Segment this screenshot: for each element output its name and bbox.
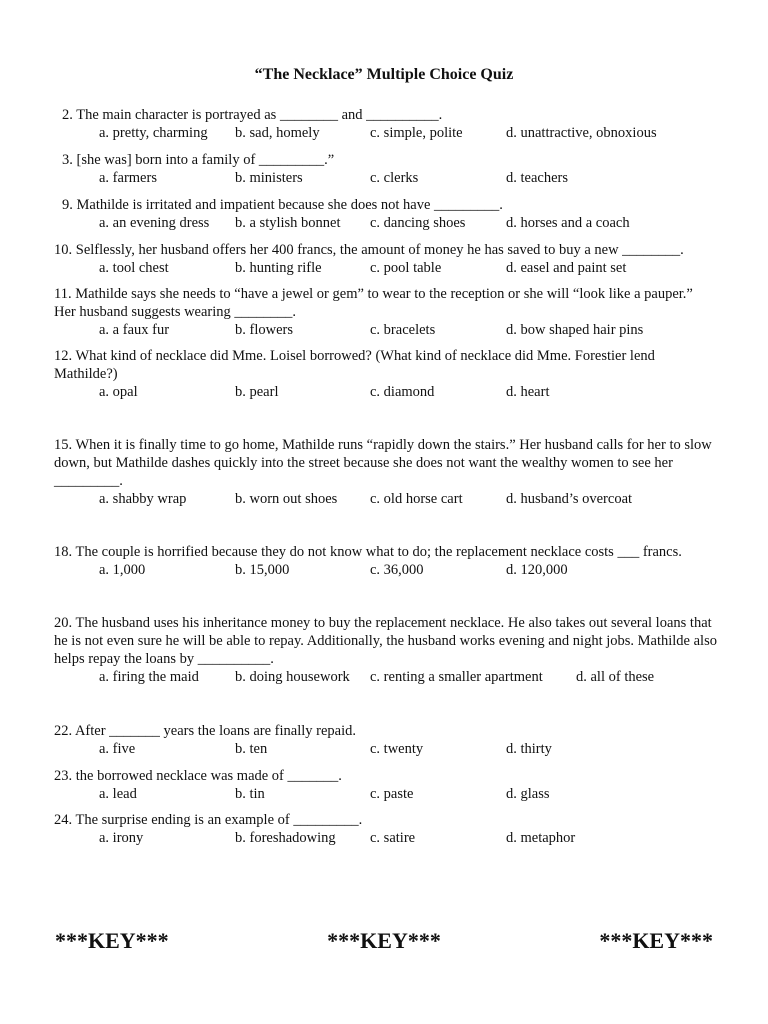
question-stem: 12. What kind of necklace did Mme. Loisel borrowed? (What kind of necklace did Mme. Forestier lend Mathilde?) <box>54 348 655 382</box>
option-b: b. 15,000 <box>235 562 290 578</box>
answer-options <box>54 668 718 686</box>
option-a: a. an evening dress <box>99 215 210 231</box>
option-d: d. 120,000 <box>506 562 568 578</box>
question-9 <box>54 196 718 232</box>
option-a: a. shabby wrap <box>99 491 187 507</box>
question-2 <box>54 106 718 142</box>
question-stem: 3. [she was] born into a family of _________.” <box>62 152 335 168</box>
answer-key-marker-left: ***KEY*** <box>55 928 169 953</box>
answer-options <box>54 124 718 142</box>
option-d: d. heart <box>506 384 550 400</box>
answer-options <box>54 740 718 758</box>
option-b: b. a stylish bonnet <box>235 215 341 231</box>
option-c: c. simple, polite <box>370 125 463 141</box>
option-d: d. all of these <box>576 669 655 685</box>
question-18 <box>54 543 718 579</box>
question-stem: 18. The couple is horrified because they do not know what to do; the replacement necklace costs ___ francs. <box>54 544 682 560</box>
option-c: c. diamond <box>370 384 435 400</box>
question-stem: 24. The surprise ending is an example of _________. <box>54 812 363 828</box>
option-b: b. ministers <box>235 170 303 186</box>
option-c: c. clerks <box>370 170 419 186</box>
question-3 <box>54 151 718 187</box>
question-24 <box>54 811 718 847</box>
option-c: c. satire <box>370 830 416 846</box>
answer-options <box>54 490 718 508</box>
option-a: a. pretty, charming <box>99 125 208 141</box>
option-d: d. bow shaped hair pins <box>506 322 644 338</box>
option-b: b. flowers <box>235 322 293 338</box>
option-a: a. 1,000 <box>99 562 146 578</box>
option-b: b. sad, homely <box>235 125 320 141</box>
option-a: a. lead <box>99 786 137 802</box>
answer-key-marker-center: ***KEY*** <box>327 928 441 953</box>
option-c: c. dancing shoes <box>370 215 466 231</box>
option-d: d. easel and paint set <box>506 260 627 276</box>
option-a: a. a faux fur <box>99 322 170 338</box>
question-stem: 15. When it is finally time to go home, Mathilde runs “rapidly down the stairs.” Her husband calls for her to slow down, but Mathilde dashes quickly into the street because she does not want the wealthy women to see her _________. <box>54 437 712 489</box>
question-11 <box>54 285 718 339</box>
option-d: d. teachers <box>506 170 568 186</box>
answer-options <box>54 321 718 339</box>
option-a: a. five <box>99 741 136 757</box>
option-b: b. hunting rifle <box>235 260 322 276</box>
option-b: b. doing housework <box>235 669 350 685</box>
option-c: c. twenty <box>370 741 424 757</box>
option-d: d. thirty <box>506 741 552 757</box>
option-a: a. tool chest <box>99 260 169 276</box>
answer-options <box>54 829 718 847</box>
option-d: d. metaphor <box>506 830 576 846</box>
question-stem: 9. Mathilde is irritated and impatient because she does not have _________. <box>62 197 503 213</box>
answer-options <box>54 169 718 187</box>
option-d: d. horses and a coach <box>506 215 630 231</box>
answer-options <box>54 259 718 277</box>
question-stem: 2. The main character is portrayed as ________ and __________. <box>62 107 443 123</box>
option-b: b. worn out shoes <box>235 491 338 507</box>
question-22 <box>54 722 718 758</box>
question-stem: 11. Mathilde says she needs to “have a jewel or gem” to wear to the reception or she will “look like a pauper.” Her husband suggests wearing ________. <box>54 286 693 320</box>
option-d: d. husband’s overcoat <box>506 491 633 507</box>
answer-key-marker-right: ***KEY*** <box>599 928 713 953</box>
option-b: b. pearl <box>235 384 279 400</box>
option-c: c. old horse cart <box>370 491 463 507</box>
option-c: c. renting a smaller apartment <box>370 669 543 685</box>
option-d: d. glass <box>506 786 550 802</box>
option-c: c. paste <box>370 786 414 802</box>
question-23 <box>54 767 718 803</box>
option-b: b. foreshadowing <box>235 830 336 846</box>
option-a: a. farmers <box>99 170 157 186</box>
question-stem: 20. The husband uses his inheritance money to buy the replacement necklace. He also takes out several loans that he is not even sure he will be able to repay. Additionally, the husband works evening and night jobs. Mathilde also helps repay the loans by __________. <box>54 615 717 667</box>
option-b: b. ten <box>235 741 268 757</box>
option-c: c. bracelets <box>370 322 436 338</box>
answer-options <box>54 785 718 803</box>
question-stem: 10. Selflessly, her husband offers her 400 francs, the amount of money he has saved to buy a new ________. <box>54 242 684 258</box>
option-d: d. unattractive, obnoxious <box>506 125 657 141</box>
question-15 <box>54 436 718 508</box>
question-stem: 23. the borrowed necklace was made of _______. <box>54 768 342 784</box>
quiz-title: “The Necklace” Multiple Choice Quiz <box>254 66 514 83</box>
option-a: a. opal <box>99 384 138 400</box>
option-c: c. 36,000 <box>370 562 424 578</box>
answer-options <box>54 214 718 232</box>
answer-options <box>54 561 718 579</box>
option-a: a. irony <box>99 830 144 846</box>
option-b: b. tin <box>235 786 265 802</box>
question-10 <box>54 241 718 277</box>
question-12 <box>54 347 718 401</box>
option-c: c. pool table <box>370 260 442 276</box>
option-a: a. firing the maid <box>99 669 199 685</box>
question-20 <box>54 614 718 686</box>
answer-options <box>54 383 718 401</box>
question-stem: 22. After _______ years the loans are finally repaid. <box>54 723 356 739</box>
